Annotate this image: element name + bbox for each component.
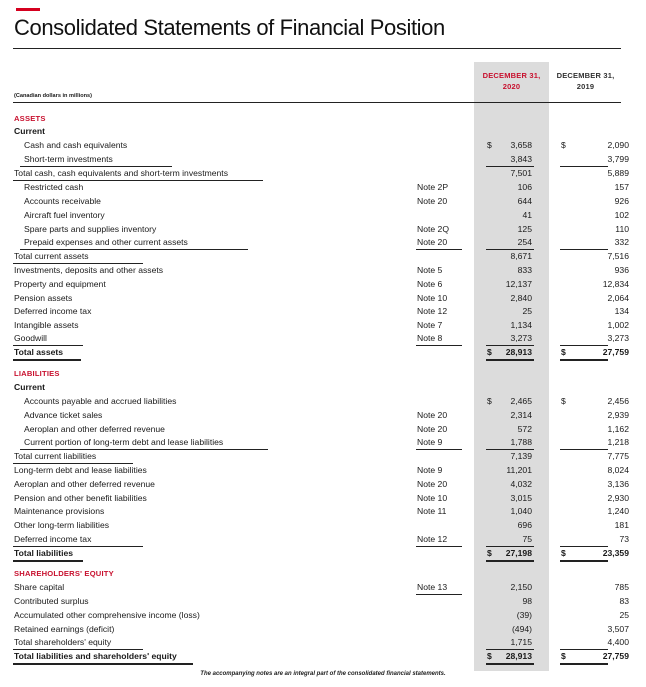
row-underline — [560, 166, 608, 167]
section-heading-equity: SHAREHOLDERS' EQUITY — [14, 569, 114, 578]
value-2019: 7,775 — [607, 451, 629, 461]
value-2019: 4,400 — [607, 637, 629, 647]
row-underline — [486, 345, 534, 346]
value-2020: 254 — [517, 237, 532, 247]
row-label: Share capital — [14, 582, 65, 592]
value-2019: 2,064 — [607, 293, 629, 303]
value-2020: 1,715 — [510, 637, 532, 647]
value-2020: 1,040 — [510, 506, 532, 516]
row-label: Investments, deposits and other assets — [14, 265, 164, 275]
value-2019: 83 — [619, 596, 629, 606]
row-underline — [560, 649, 608, 650]
value-2019: 110 — [615, 224, 629, 234]
table-row — [0, 424, 646, 438]
value-2020: 106 — [517, 182, 532, 192]
column-header-2019-year: 2019 — [576, 82, 595, 91]
row-underline — [13, 359, 81, 361]
row-underline — [560, 249, 608, 250]
note-reference: Note 20 — [417, 424, 448, 434]
row-underline — [13, 180, 263, 181]
title-rule — [13, 48, 621, 49]
row-underline — [416, 345, 462, 346]
row-underline — [560, 345, 608, 346]
value-2019: 134 — [614, 306, 629, 316]
row-underline — [486, 546, 534, 547]
value-2019: 102 — [614, 210, 629, 220]
value-2020: 2,840 — [510, 293, 532, 303]
value-2020: 98 — [522, 596, 532, 606]
note-reference: Note 2P — [417, 182, 449, 192]
row-label: Property and equipment — [14, 279, 106, 289]
currency-symbol: $ — [561, 140, 566, 150]
value-2019: 1,218 — [607, 437, 629, 447]
row-label: Cash and cash equivalents — [24, 140, 128, 150]
note-reference: Note 5 — [417, 265, 443, 275]
currency-symbol: $ — [487, 347, 492, 357]
value-2019: 25 — [619, 610, 629, 620]
note-reference: Note 8 — [417, 333, 443, 343]
row-label: Total liabilities and shareholders' equity — [14, 651, 177, 661]
note-reference: Note 9 — [417, 437, 443, 447]
value-2019: 2,930 — [607, 493, 629, 503]
value-2019: 181 — [614, 520, 629, 530]
value-2020: 7,501 — [510, 168, 532, 178]
row-underline — [13, 560, 83, 562]
value-2019: 926 — [614, 196, 629, 206]
value-2019: 3,799 — [607, 154, 629, 164]
row-label: Prepaid expenses and other current assets — [24, 237, 188, 247]
row-label: Aeroplan and other deferred revenue — [24, 424, 165, 434]
row-underline — [20, 249, 248, 250]
row-underline — [486, 560, 534, 562]
row-label: Retained earnings (deficit) — [14, 624, 115, 634]
value-2019: 27,759 — [602, 347, 629, 357]
row-label: Deferred income tax — [14, 306, 92, 316]
row-label: Pension and other benefit liabilities — [14, 493, 147, 503]
value-2019: 2,090 — [607, 140, 629, 150]
value-2019: 7,516 — [607, 251, 629, 261]
currency-symbol: $ — [487, 548, 492, 558]
value-2019: 1,162 — [607, 424, 629, 434]
value-2019: 8,024 — [607, 465, 629, 475]
table-row — [0, 320, 646, 334]
note-reference: Note 9 — [417, 465, 443, 475]
row-underline — [416, 594, 462, 595]
table-row — [0, 596, 646, 610]
value-2020: (494) — [511, 624, 532, 634]
value-2020: 4,032 — [510, 479, 532, 489]
value-2020: 644 — [517, 196, 532, 206]
row-underline — [20, 449, 268, 450]
value-2020: 3,658 — [510, 140, 532, 150]
row-label: Maintenance provisions — [14, 506, 105, 516]
currency-symbol: $ — [561, 548, 566, 558]
row-label: Restricted cash — [24, 182, 84, 192]
column-header-2020-date: DECEMBER 31, — [482, 71, 541, 80]
table-row — [0, 610, 646, 624]
value-2020: 25 — [522, 306, 532, 316]
currency-symbol: $ — [487, 396, 492, 406]
note-reference: Note 7 — [417, 320, 443, 330]
row-label: Accounts payable and accrued liabilities — [24, 396, 177, 406]
value-2020: 1,788 — [510, 437, 532, 447]
row-underline — [560, 449, 608, 450]
table-row — [0, 465, 646, 479]
row-label: Long-term debt and lease liabilities — [14, 465, 147, 475]
value-2020: 75 — [522, 534, 532, 544]
note-reference: Note 13 — [417, 582, 448, 592]
table-row — [0, 520, 646, 534]
table-row — [0, 582, 646, 596]
row-underline — [416, 449, 462, 450]
row-label: Current — [14, 382, 46, 392]
currency-symbol: $ — [561, 396, 566, 406]
value-2020: 2,465 — [510, 396, 532, 406]
value-2020: 11,201 — [506, 465, 532, 475]
table-row — [0, 347, 646, 361]
section-heading-assets: ASSETS — [14, 114, 46, 123]
page-title: Consolidated Statements of Financial Position — [14, 15, 445, 40]
row-underline — [13, 463, 133, 464]
table-row — [0, 396, 646, 410]
row-label: Aircraft fuel inventory — [24, 210, 105, 220]
row-underline — [486, 663, 534, 665]
column-header-2020 — [474, 70, 549, 92]
row-underline — [13, 263, 143, 264]
row-underline — [13, 546, 143, 547]
note-reference: Note 20 — [417, 479, 448, 489]
table-row — [0, 382, 646, 396]
row-underline — [560, 546, 608, 547]
row-underline — [13, 345, 83, 346]
value-2020: 7,139 — [510, 451, 532, 461]
value-2020: 2,150 — [510, 582, 532, 592]
value-2020: 28,913 — [505, 651, 532, 661]
value-2020: 41 — [522, 210, 532, 220]
value-2019: 2,939 — [607, 410, 629, 420]
value-2019: 3,273 — [607, 333, 629, 343]
table-row — [0, 265, 646, 279]
value-2019: 2,456 — [607, 396, 629, 406]
row-underline — [560, 359, 608, 361]
value-2020: 8,671 — [510, 251, 532, 261]
value-2019: 936 — [614, 265, 629, 275]
row-underline — [486, 649, 534, 650]
value-2020: 3,273 — [510, 333, 532, 343]
row-underline — [13, 663, 193, 665]
row-underline — [13, 649, 143, 650]
value-2020: 3,843 — [510, 154, 532, 164]
units-caption: (Canadian dollars in millions) — [14, 93, 93, 99]
header-accent-bar — [16, 8, 40, 11]
row-underline — [486, 166, 534, 167]
row-label: Total cash, cash equivalents and short-term investments — [14, 168, 228, 178]
row-underline — [416, 249, 462, 250]
row-underline — [416, 546, 462, 547]
row-underline — [486, 359, 534, 361]
row-label: Current — [14, 126, 46, 136]
value-2020: 3,015 — [510, 493, 532, 503]
row-label: Advance ticket sales — [24, 410, 103, 420]
table-row — [0, 196, 646, 210]
row-underline — [486, 449, 534, 450]
note-reference: Note 20 — [417, 196, 448, 206]
table-row — [0, 548, 646, 562]
row-label: Goodwill — [14, 333, 47, 343]
table-row — [0, 493, 646, 507]
row-underline — [560, 560, 608, 562]
row-label: Deferred income tax — [14, 534, 92, 544]
value-2019: 12,834 — [602, 279, 629, 289]
table-row — [0, 126, 646, 140]
table-row — [0, 224, 646, 238]
column-header-2019 — [548, 70, 623, 92]
row-label: Spare parts and supplies inventory — [24, 224, 157, 234]
units-rule — [13, 102, 621, 103]
row-label: Total shareholders' equity — [14, 637, 112, 647]
value-2020: 833 — [517, 265, 532, 275]
row-label: Aeroplan and other deferred revenue — [14, 479, 155, 489]
value-2020: (39) — [516, 610, 532, 620]
row-label: Accounts receivable — [24, 196, 101, 206]
note-reference: Note 20 — [417, 410, 448, 420]
value-2019: 332 — [614, 237, 629, 247]
row-label: Intangible assets — [14, 320, 79, 330]
row-underline — [486, 249, 534, 250]
row-label: Total current liabilities — [14, 451, 97, 461]
value-2019: 157 — [614, 182, 629, 192]
value-2020: 2,314 — [510, 410, 532, 420]
table-row — [0, 479, 646, 493]
column-header-2020-year: 2020 — [502, 82, 521, 91]
value-2020: 28,913 — [505, 347, 532, 357]
note-reference: Note 20 — [417, 237, 448, 247]
note-reference: Note 10 — [417, 493, 448, 503]
table-row — [0, 210, 646, 224]
table-row — [0, 140, 646, 154]
value-2019: 3,136 — [607, 479, 629, 489]
row-label: Current portion of long-term debt and lease liabilities — [24, 437, 224, 447]
table-row — [0, 306, 646, 320]
note-reference: Note 2Q — [417, 224, 450, 234]
table-row — [0, 333, 646, 347]
row-underline — [20, 166, 172, 167]
value-2020: 125 — [517, 224, 532, 234]
column-header-2019-date: DECEMBER 31, — [556, 71, 615, 80]
value-2019: 27,759 — [602, 651, 629, 661]
value-2020: 696 — [517, 520, 532, 530]
table-row — [0, 624, 646, 638]
value-2019: 23,359 — [602, 548, 629, 558]
row-label: Accumulated other comprehensive income (loss) — [14, 610, 200, 620]
table-row — [0, 279, 646, 293]
value-2020: 12,137 — [505, 279, 532, 289]
row-label: Total assets — [14, 347, 64, 357]
note-reference: Note 12 — [417, 306, 448, 316]
table-row — [0, 293, 646, 307]
value-2020: 1,134 — [510, 320, 532, 330]
note-reference: Note 6 — [417, 279, 443, 289]
value-2019: 785 — [614, 582, 629, 592]
row-label: Total current assets — [14, 251, 89, 261]
currency-symbol: $ — [487, 651, 492, 661]
table-row — [0, 182, 646, 196]
value-2020: 27,198 — [505, 548, 532, 558]
footnote: The accompanying notes are an integral part of the consolidated financial statements. — [200, 671, 446, 677]
value-2019: 5,889 — [607, 168, 629, 178]
row-label: Other long-term liabilities — [14, 520, 110, 530]
row-label: Total liabilities — [14, 548, 74, 558]
value-2019: 73 — [619, 534, 629, 544]
value-2019: 1,002 — [607, 320, 629, 330]
row-label: Short-term investments — [24, 154, 113, 164]
value-2019: 3,507 — [607, 624, 629, 634]
table-row — [0, 506, 646, 520]
row-label: Contributed surplus — [14, 596, 89, 606]
note-reference: Note 10 — [417, 293, 448, 303]
row-label: Pension assets — [14, 293, 73, 303]
note-reference: Note 11 — [417, 506, 447, 516]
value-2019: 1,240 — [607, 506, 629, 516]
row-underline — [560, 663, 608, 665]
currency-symbol: $ — [561, 347, 566, 357]
section-heading-liabilities: LIABILITIES — [14, 369, 60, 378]
note-reference: Note 12 — [417, 534, 448, 544]
value-2020: 572 — [517, 424, 532, 434]
currency-symbol: $ — [487, 140, 492, 150]
table-row — [0, 410, 646, 424]
currency-symbol: $ — [561, 651, 566, 661]
